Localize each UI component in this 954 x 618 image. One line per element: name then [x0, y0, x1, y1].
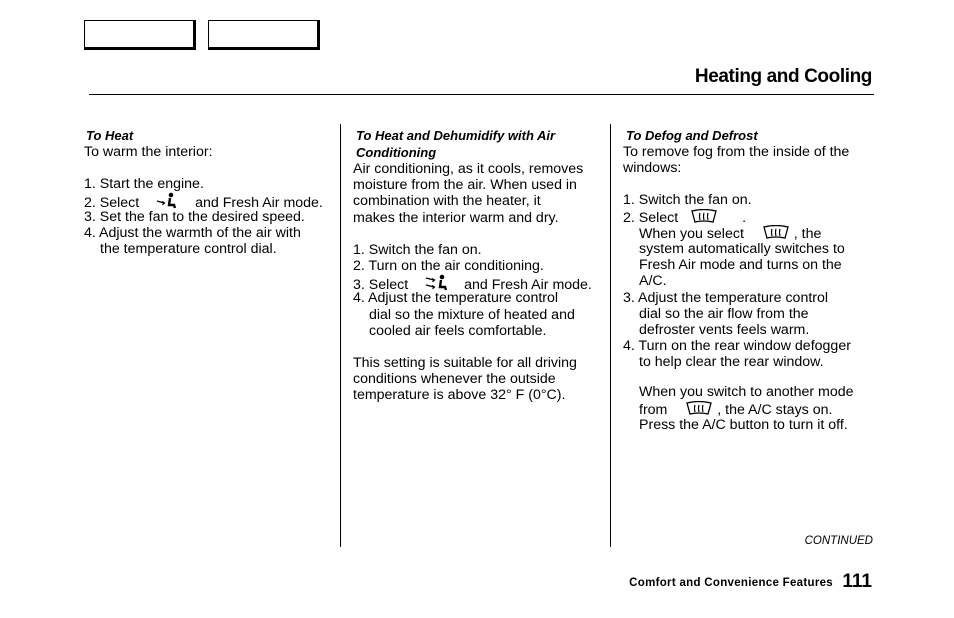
defog-note-1: When you switch to another mode [639, 384, 854, 401]
to-heat-step-3: 3. Set the fan to the desired speed. [84, 208, 305, 225]
defog-intro-1: To remove fog from the inside of the [623, 144, 850, 160]
column-divider-1 [340, 124, 341, 547]
defog-note-2 [623, 401, 854, 417]
defog-step-2-note-select: When you select [639, 225, 744, 242]
defog-step-3-cont-2: defroster vents feels warm. [639, 321, 810, 338]
dehumidify-step-4-cont-2: cooled air feels comfortable. [369, 322, 547, 339]
to-heat-step-1: 1. Start the engine. [84, 176, 204, 193]
dehumidify-step-2: 2. Turn on the air conditioning. [353, 257, 544, 274]
defog-step-2-period: . [742, 209, 747, 226]
footer-section-title: Comfort and Convenience Features [629, 577, 833, 589]
column-to-heat [84, 127, 323, 257]
defog-step-2-note-the: , the [793, 225, 822, 242]
dehumidify-intro-3: combination with the heater, it [353, 193, 541, 210]
to-heat-step-4: 4. Adjust the warmth of the air with [84, 224, 301, 241]
to-heat-step-2-select: 2. Select [84, 195, 140, 212]
dehumidify-step-4-cont-1: dial so the mixture of heated and [369, 306, 575, 323]
dehumidify-step-4: 4. Adjust the temperature control [353, 290, 559, 307]
column-heat-dehumidify [353, 127, 592, 403]
defog-note-2-ac: , the A/C stays on. [717, 401, 833, 418]
defog-step-3: 3. Adjust the temperature control [623, 289, 829, 306]
to-heat-intro: To warm the interior: [84, 144, 213, 160]
defog-step-1: 1. Switch the fan on. [623, 192, 752, 209]
to-heat-heading: To Heat [86, 128, 134, 143]
dehumidify-note-1: This setting is suitable for all driving [353, 354, 577, 371]
dehumidify-note-2: conditions whenever the outside [353, 371, 556, 388]
defog-intro-2: windows: [623, 160, 682, 177]
defog-step-4: 4. Turn on the rear window defogger [623, 338, 851, 355]
column-divider-2 [610, 124, 611, 547]
dehumidify-intro-4: makes the interior warm and dry. [353, 209, 559, 226]
defog-step-2-select: 2. Select [623, 209, 679, 226]
dehumidify-heading-2: Conditioning [356, 145, 437, 160]
title-rule [89, 94, 874, 95]
defog-heading: To Defog and Defrost [626, 128, 758, 143]
to-heat-step-2 [84, 192, 323, 212]
dehumidify-intro-1: Air conditioning, as it cools, removes [353, 161, 584, 177]
page-number: 111 [842, 571, 872, 592]
defog-step-2-note-1 [623, 225, 854, 241]
defog-step-2-note-3: Fresh Air mode and turns on the [639, 257, 842, 274]
dehumidify-step-3-select: 3. Select [353, 276, 409, 293]
continued-label: CONTINUED [804, 535, 873, 547]
dehumidify-step-1: 1. Switch the fan on. [353, 241, 482, 258]
defog-step-2-note-4: A/C. [639, 273, 667, 290]
defog-step-4-cont: to help clear the rear window. [639, 354, 824, 371]
blank-tab-2 [208, 20, 320, 50]
defog-note-3: Press the A/C button to turn it off. [639, 416, 848, 433]
defog-note-2-from: from [639, 401, 668, 418]
page-title: Heating and Cooling [694, 66, 872, 87]
dehumidify-step-3 [353, 274, 592, 293]
dehumidify-intro-2: moisture from the air. When used in [353, 177, 577, 194]
column-defog-defrost [623, 127, 854, 433]
dehumidify-step-3-mode: and Fresh Air mode. [464, 276, 592, 293]
dehumidify-note-3: temperature is above 32° F (0°C). [353, 387, 566, 404]
dehumidify-heading-1: To Heat and Dehumidify with Air [356, 128, 556, 143]
to-heat-step-2-mode: and Fresh Air mode. [195, 195, 323, 212]
defog-step-3-cont-1: dial so the air flow from the [639, 305, 809, 322]
blank-tab-1 [84, 20, 196, 50]
defog-step-2 [623, 209, 854, 225]
defog-step-2-note-2: system automatically switches to [639, 240, 845, 257]
to-heat-step-4-cont: the temperature control dial. [100, 240, 277, 257]
